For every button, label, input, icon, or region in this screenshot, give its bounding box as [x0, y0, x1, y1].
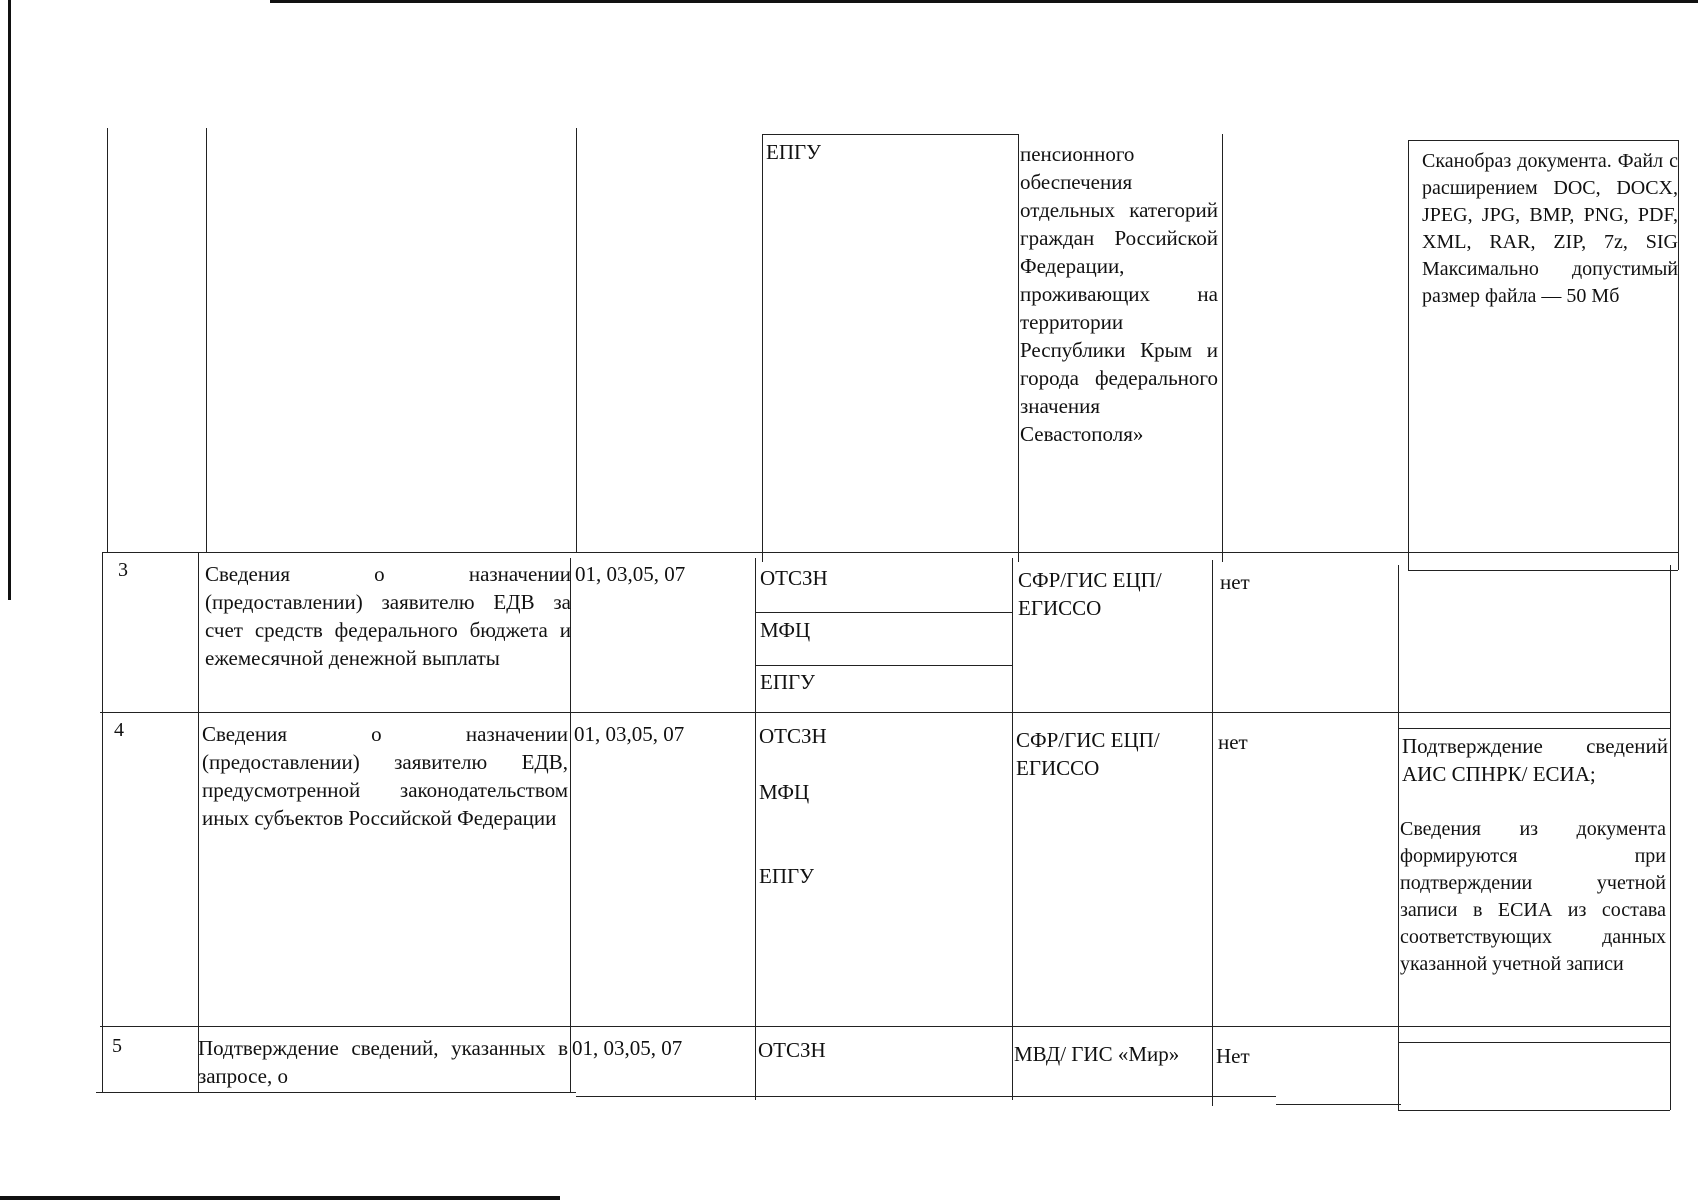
- row-rule: [1398, 1110, 1670, 1111]
- row-number: 4: [114, 719, 124, 741]
- row-rule: [1408, 570, 1678, 571]
- row-rule: [96, 1092, 576, 1093]
- col-rule: [1408, 140, 1409, 570]
- row-rule: [1276, 1104, 1401, 1105]
- row-number: 3: [118, 559, 128, 581]
- col-rule: [102, 552, 103, 1092]
- channel-mfc: МФЦ: [760, 618, 811, 642]
- verification-note: Подтверждение сведений АИС СПНРК/ ЕСИА;: [1402, 734, 1668, 786]
- channel-cell: ЕПГУ: [766, 140, 822, 164]
- flag-cell: нет: [1220, 570, 1250, 594]
- document-name-cell: Сведения о назначении (предоставлении) заявителю ЕДВ за счет средств федерального бюджета и ежемесячной денежной выплаты: [205, 562, 571, 670]
- row-rule: [100, 712, 1670, 713]
- codes-cell: 01, 03,05, 07: [572, 1036, 683, 1060]
- col-rule: [1212, 560, 1213, 1106]
- document-name-cell: Сведения о назначении (предоставлении) заявителю ЕДВ, предусмотренной законодательством иных субъектов Российской Федерации: [202, 722, 568, 830]
- source-system-cell: МВД/ ГИС «Мир»: [1014, 1042, 1180, 1066]
- col-rule: [206, 128, 207, 552]
- col-rule: [755, 558, 756, 1100]
- col-rule: [107, 128, 108, 552]
- codes-cell: 01, 03,05, 07: [574, 722, 685, 746]
- row-rule: [762, 134, 1018, 135]
- flag-cell: Нет: [1216, 1044, 1250, 1068]
- source-system-cell: СФР/ГИС ЕЦП/ЕГИССО: [1018, 568, 1162, 620]
- channel-otszn: ОТСЗН: [758, 1038, 826, 1062]
- col-rule: [1678, 140, 1679, 570]
- data-source-note: Сведения из документа формируются при подтверждении учетной записи в ЕСИА из состава соответствующих данных указанной учетной записи: [1400, 818, 1666, 975]
- source-system-cell: СФР/ГИС ЕЦП/ЕГИССО: [1016, 728, 1160, 780]
- row-rule: [755, 612, 1012, 613]
- legal-basis-cell: пенсионного обеспечения отдельных категорий граждан Российской Федерации, проживающих на территории Республики Крым и города федерального значения Севастополя»: [1020, 142, 1218, 446]
- col-rule: [198, 552, 199, 1092]
- col-rule: [762, 134, 763, 562]
- channel-mfc: МФЦ: [759, 780, 810, 804]
- file-format-cell: Сканобраз документа. Файл с расширением DOC, DOCX, JPEG, JPG, BMP, PNG, PDF, XML, RAR, ZIP, 7z, SIG Максимально допустимый размер файла — 50 Мб: [1422, 150, 1678, 307]
- col-rule: [1670, 565, 1671, 1110]
- col-rule: [1018, 134, 1019, 562]
- row-rule: [100, 1026, 1670, 1027]
- col-rule: [1222, 134, 1223, 562]
- row-rule: [1398, 728, 1670, 729]
- channel-epgu: ЕПГУ: [760, 670, 816, 694]
- col-rule: [1012, 558, 1013, 1100]
- row-number: 5: [112, 1035, 122, 1057]
- row-rule: [1408, 140, 1678, 141]
- row-rule: [102, 552, 1678, 553]
- row-rule: [755, 665, 1012, 666]
- row-rule: [576, 1096, 1276, 1097]
- col-rule: [1398, 565, 1399, 1110]
- codes-cell: 01, 03,05, 07: [575, 562, 686, 586]
- col-rule: [576, 128, 577, 552]
- document-name-cell: Подтверждение сведений, указанных в запросе, о: [198, 1036, 568, 1088]
- row-rule: [1398, 1042, 1670, 1043]
- channel-otszn: ОТСЗН: [760, 566, 828, 590]
- channel-epgu: ЕПГУ: [759, 864, 815, 888]
- flag-cell: нет: [1218, 730, 1248, 754]
- channel-otszn: ОТСЗН: [759, 724, 827, 748]
